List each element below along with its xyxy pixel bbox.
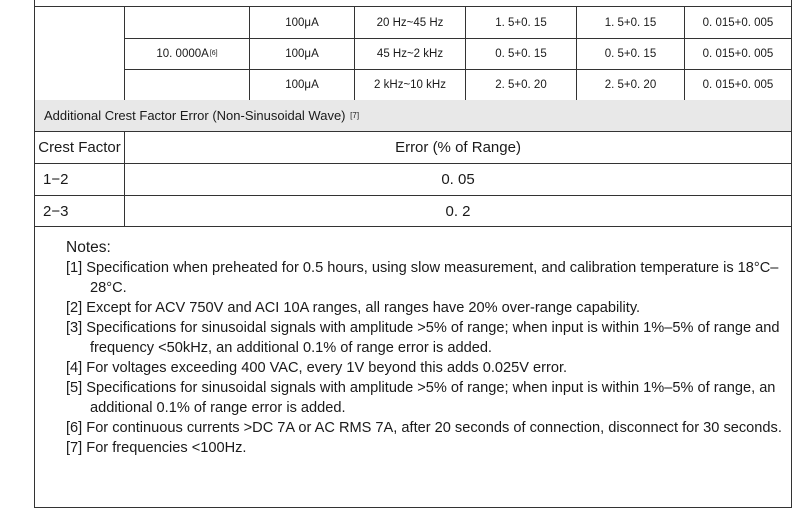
range-footnote: [6] (209, 50, 218, 57)
crest-factor-value: 1−2 (43, 171, 69, 188)
temp-coefficient-cell: 0. 015+0. 005 (702, 16, 774, 29)
crest-title-footnote: [7] (350, 111, 360, 120)
note-item: [4] For voltages exceeding 400 VAC, every 1V beyond this adds 0.025V error. (66, 360, 568, 376)
notes-title: Notes: (66, 239, 111, 256)
error-header: Error (% of Range) (395, 139, 521, 156)
frequency-cell: 45 Hz~2 kHz (376, 48, 444, 60)
accuracy-cell: 2. 5+0. 20 (604, 79, 657, 91)
resolution-cell: 100μA (285, 79, 319, 91)
note-item: [2] Except for ACV 750V and ACI 10A ranges, all ranges have 20% over-range capability. (66, 300, 641, 316)
note-item: [5] Specifications for sinusoidal signals with amplitude >5% of range; when input is within 1%–5% of range, an additional 0.1% of range error is added. (66, 380, 776, 416)
frequency-cell: 2 kHz~10 kHz (374, 79, 446, 91)
resolution-cell: 100μA (285, 16, 319, 29)
temp-coefficient-cell: 0. 015+0. 005 (702, 79, 774, 91)
note-item: [7] For frequencies <100Hz. (66, 440, 247, 456)
accuracy-cell: 0. 5+0. 15 (495, 48, 547, 60)
crest-section-title: Additional Crest Factor Error (Non-Sinusoidal Wave) [7] (44, 108, 360, 123)
row-divider (35, 226, 791, 227)
note-item: [3] Specifications for sinusoidal signals with amplitude >5% of range; when input is within 1%–5% of range and frequency <50kHz, an additional 0.1% of range error is added. (66, 320, 780, 356)
note-item: [6] For continuous currents >DC 7A or AC RMS 7A, after 20 seconds of connection, disconnect for 30 seconds. (66, 420, 782, 436)
crest-error-value: 0. 2 (445, 202, 471, 220)
range-cell (125, 38, 249, 69)
accuracy-cell: 1. 5+0. 15 (495, 16, 547, 29)
temp-coefficient-cell: 0. 015+0. 005 (702, 48, 774, 60)
accuracy-cell: 1. 5+0. 15 (604, 16, 657, 29)
resolution-cell: 100μA (285, 48, 319, 60)
accuracy-cell: 2. 5+0. 20 (495, 79, 547, 91)
accuracy-cell: 0. 5+0. 15 (604, 48, 657, 60)
note-item: [1] Specification when preheated for 0.5 hours, using slow measurement, and calibration temperature is 18°C–28°C. (66, 260, 779, 296)
frequency-cell: 20 Hz~45 Hz (376, 16, 444, 29)
crest-factor-value: 2−3 (43, 202, 69, 220)
crest-error-value: 0. 05 (441, 171, 475, 188)
range-label: 10. 0000A (156, 47, 209, 60)
crest-factor-header: Crest Factor (38, 139, 121, 156)
notes-block (66, 238, 786, 458)
